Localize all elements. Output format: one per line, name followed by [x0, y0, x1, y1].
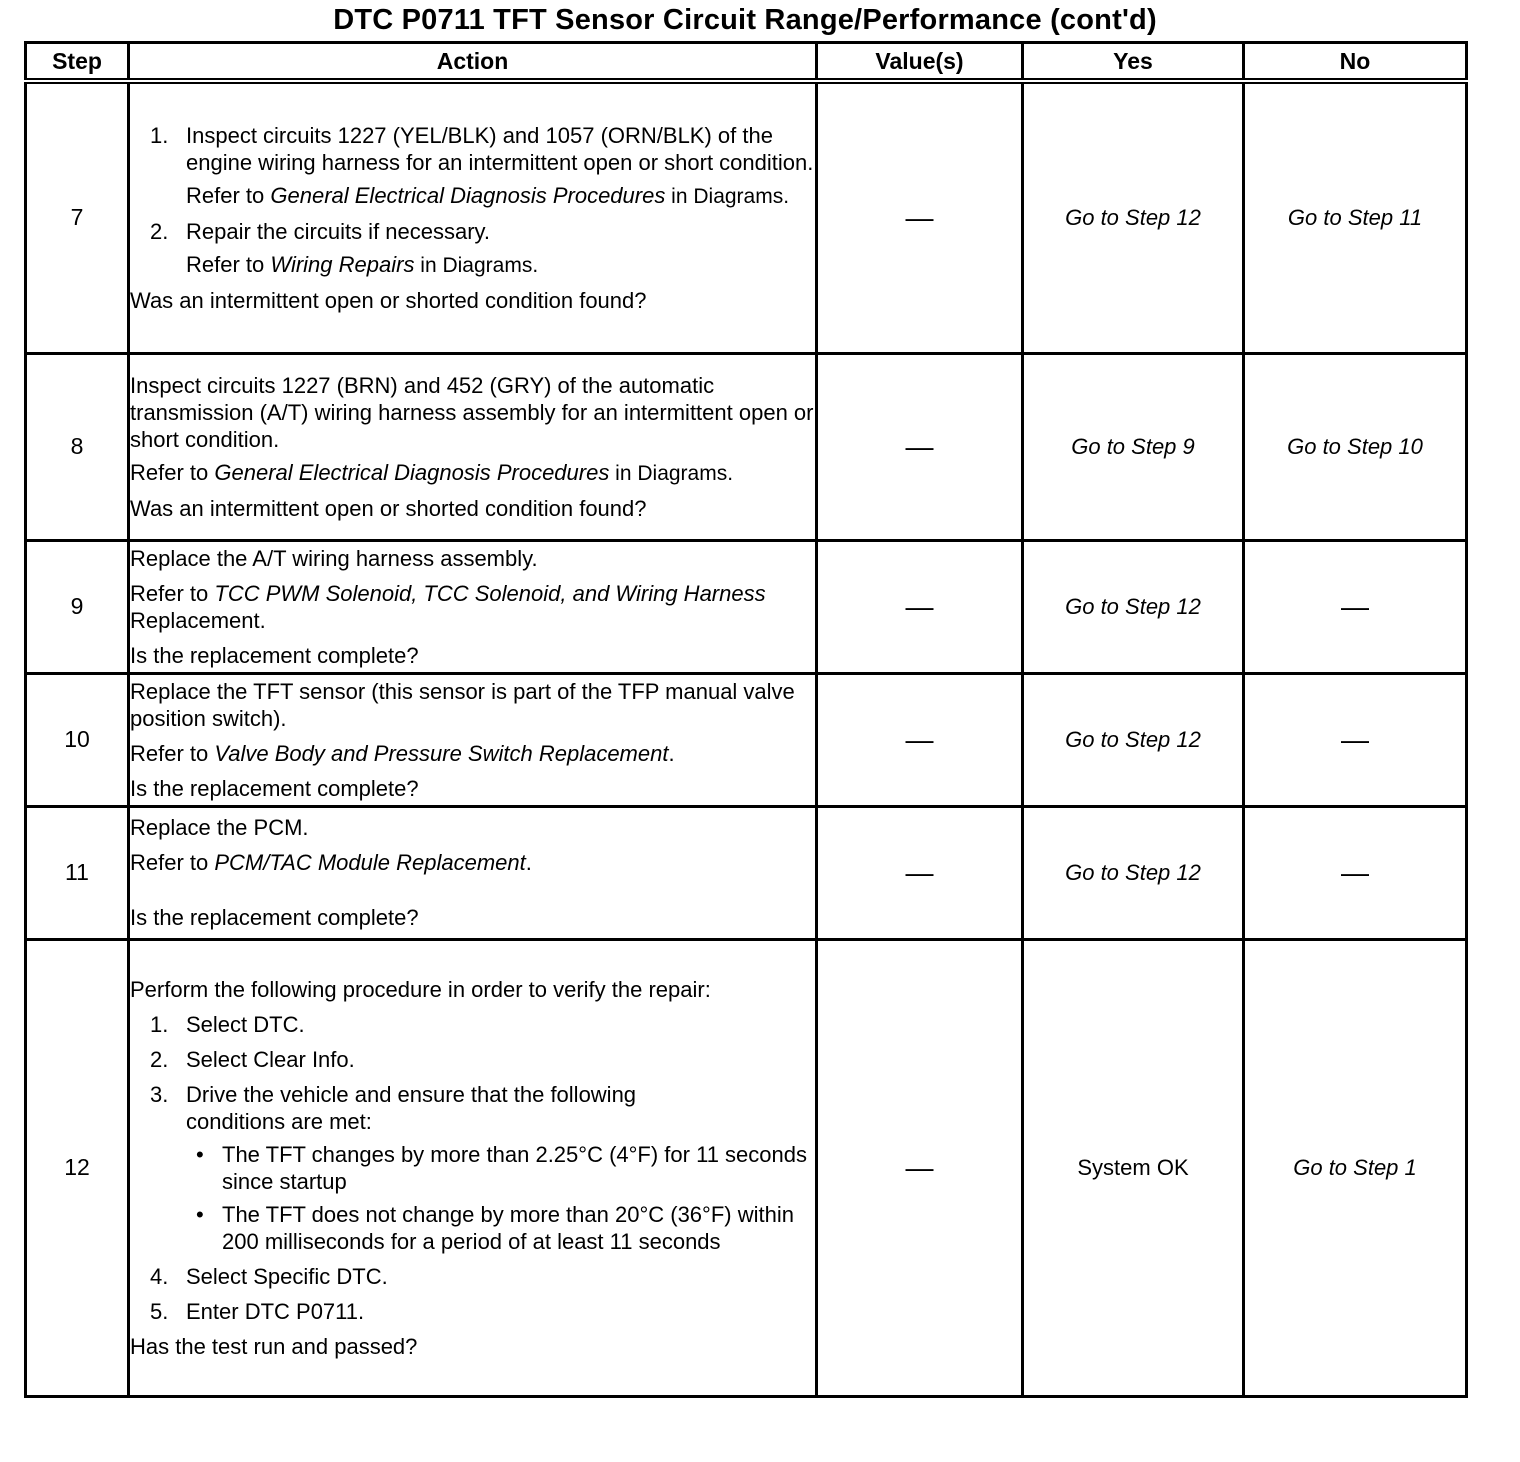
no-cell: Go to Step 10: [1244, 353, 1467, 540]
value-cell: —: [817, 806, 1023, 939]
ref-suffix: in Diagrams.: [414, 253, 539, 277]
reference: [130, 459, 815, 487]
yes-cell: System OK: [1023, 939, 1244, 1396]
action-cell: [129, 673, 817, 806]
item-number: 1.: [150, 1011, 169, 1037]
ref-prefix: Refer to: [130, 580, 215, 606]
item-number: 3.: [150, 1081, 169, 1107]
ref-link: TCC PWM Solenoid, TCC Solenoid, and Wiring Harness: [214, 580, 766, 606]
numbered-item: [150, 1263, 815, 1290]
table-header-row: [26, 43, 1467, 82]
ref-prefix: Refer to: [130, 740, 215, 766]
reference: [130, 849, 815, 876]
question: Is the replacement complete?: [130, 642, 419, 668]
no-cell: Go to Step 11: [1244, 81, 1467, 353]
item-text: Select DTC.: [186, 1011, 305, 1037]
numbered-item: [150, 1011, 815, 1038]
step-number: 9: [26, 540, 129, 673]
action-text: Replace the TFT sensor (this sensor is part of the TFP manual valve position switch).: [130, 678, 795, 731]
value-cell: —: [817, 81, 1023, 353]
ref-suffix: .: [668, 740, 675, 766]
yes-cell: Go to Step 12: [1023, 673, 1244, 806]
item-text: Inspect circuits 1227 (YEL/BLK) and 1057 (ORN/BLK) of the engine wiring harness for an intermittent open or short condition.: [186, 122, 814, 175]
item-text: Select Specific DTC.: [186, 1263, 388, 1289]
table-row: [26, 353, 1467, 540]
ref-link: General Electrical Diagnosis Procedures: [214, 459, 610, 485]
question: Has the test run and passed?: [130, 1333, 418, 1359]
question: Is the replacement complete?: [130, 775, 419, 801]
ref-prefix: Refer to: [186, 251, 271, 277]
step-number: 12: [26, 939, 129, 1396]
step-number: 8: [26, 353, 129, 540]
bullet-item: [196, 1141, 815, 1195]
step-number: 7: [26, 81, 129, 353]
bullet-item: [196, 1201, 815, 1255]
bullet-text: The TFT changes by more than 2.25°C (4°F) for 11 seconds since startup: [222, 1141, 807, 1194]
item-number: 2.: [150, 218, 169, 244]
item-text: Repair the circuits if necessary.: [186, 218, 491, 244]
yes-cell: Go to Step 9: [1023, 353, 1244, 540]
ref-suffix: Replacement.: [130, 607, 266, 633]
reference: [130, 580, 815, 634]
item-text: Enter DTC P0711.: [186, 1298, 365, 1324]
action-cell: [129, 353, 817, 540]
action-cell: [129, 939, 817, 1396]
ref-prefix: Refer to: [130, 459, 215, 485]
ref-link: Valve Body and Pressure Switch Replacement: [214, 740, 669, 766]
yes-cell: Go to Step 12: [1023, 540, 1244, 673]
ref-suffix: in Diagrams.: [665, 184, 790, 208]
bullet-mark: •: [196, 1201, 204, 1227]
ref-link: PCM/TAC Module Replacement: [214, 850, 526, 875]
action-cell: [129, 540, 817, 673]
table-row: [26, 540, 1467, 673]
ref-prefix: Refer to: [186, 182, 271, 208]
no-cell: Go to Step 1: [1244, 939, 1467, 1396]
no-cell: —: [1244, 540, 1467, 673]
action-text: Replace the PCM.: [130, 815, 309, 840]
ref-link: Wiring Repairs: [270, 251, 415, 277]
value-cell: —: [817, 939, 1023, 1396]
item-text: Select Clear Info.: [186, 1046, 355, 1072]
header-action: Action: [129, 43, 817, 82]
action-cell: [129, 81, 817, 353]
table-row: [26, 81, 1467, 353]
item-number: 1.: [150, 122, 169, 148]
ref-link: General Electrical Diagnosis Procedures: [270, 182, 666, 208]
bullet-text: The TFT does not change by more than 20°C (36°F) within 200 milliseconds for a period of at least 11 seconds: [222, 1201, 794, 1254]
numbered-item: [150, 218, 815, 245]
action-text: Perform the following procedure in order to verify the repair:: [130, 976, 711, 1002]
dtc-table: [24, 41, 1468, 1398]
reference: [186, 251, 815, 279]
table-row: [26, 673, 1467, 806]
no-cell: —: [1244, 806, 1467, 939]
action-text: Inspect circuits 1227 (BRN) and 452 (GRY) of the automatic transmission (A/T) wiring harness assembly for an intermittent open or short condition.: [130, 372, 814, 452]
no-cell: —: [1244, 673, 1467, 806]
item-number: 2.: [150, 1046, 169, 1072]
header-values: Value(s): [817, 43, 1023, 82]
table-row: [26, 806, 1467, 939]
page-title: DTC P0711 TFT Sensor Circuit Range/Performance (cont'd): [333, 4, 1157, 36]
step-number: 11: [26, 806, 129, 939]
reference: [186, 182, 815, 210]
value-cell: —: [817, 673, 1023, 806]
action-text: Replace the A/T wiring harness assembly.: [130, 545, 538, 571]
value-cell: —: [817, 353, 1023, 540]
numbered-item: [150, 1046, 815, 1073]
header-step: Step: [26, 43, 129, 82]
table-row: [26, 939, 1467, 1396]
header-yes: Yes: [1023, 43, 1244, 82]
ref-prefix: Refer to: [130, 850, 215, 875]
numbered-item: [150, 1081, 815, 1135]
question: Is the replacement complete?: [130, 905, 419, 930]
numbered-item: [150, 1298, 815, 1325]
question: Was an intermittent open or shorted condition found?: [130, 287, 647, 313]
header-no: No: [1244, 43, 1467, 82]
numbered-item: [150, 122, 815, 176]
action-cell: [129, 806, 817, 939]
question: Was an intermittent open or shorted condition found?: [130, 495, 647, 521]
reference: [130, 740, 815, 767]
step-number: 10: [26, 673, 129, 806]
bullet-mark: •: [196, 1141, 204, 1167]
item-text: Drive the vehicle and ensure that the following conditions are met:: [186, 1081, 637, 1134]
item-number: 5.: [150, 1298, 169, 1324]
ref-suffix: in Diagrams.: [609, 461, 734, 485]
value-cell: —: [817, 540, 1023, 673]
yes-cell: Go to Step 12: [1023, 806, 1244, 939]
ref-suffix: .: [525, 850, 532, 875]
yes-cell: Go to Step 12: [1023, 81, 1244, 353]
item-number: 4.: [150, 1263, 169, 1289]
